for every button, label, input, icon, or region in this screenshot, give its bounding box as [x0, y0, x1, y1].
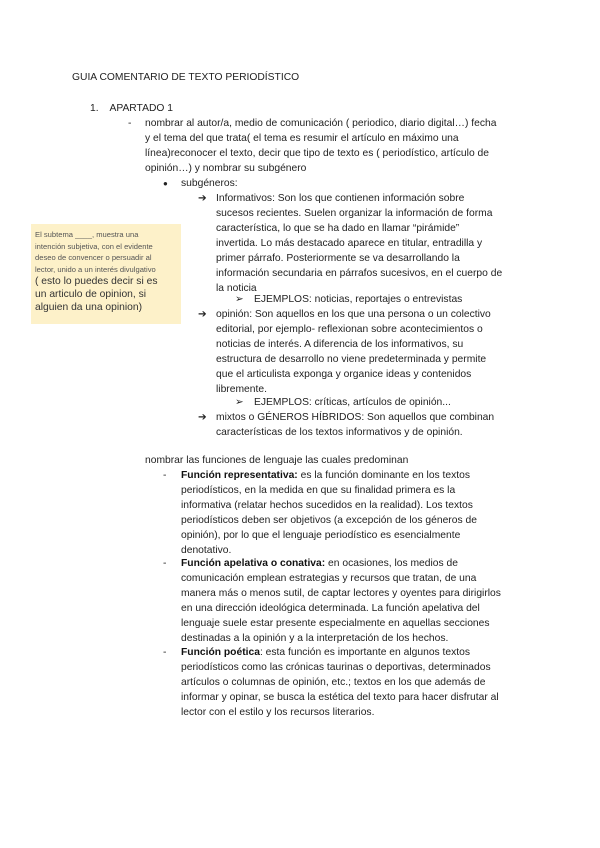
section-label: APARTADO 1 — [109, 103, 173, 114]
bullet-icon: ● — [163, 179, 168, 188]
function-text: : esta función es importante en algunos textos — [259, 647, 471, 658]
section-heading — [90, 101, 173, 116]
subgenres-label: subgéneros: — [181, 178, 238, 189]
function-name: Función apelativa o conativa: — [181, 558, 326, 569]
arrow-icon: ➔ — [198, 412, 207, 423]
function-name: Función poética — [181, 647, 260, 658]
function-representativa — [181, 468, 477, 558]
function-line: denotativo. — [181, 545, 232, 556]
note-line: deseo de convencer o persuadir al — [35, 253, 152, 262]
informativos-paragraph — [216, 191, 502, 296]
function-text: en ocasiones, los medios de — [325, 558, 458, 569]
note-line: El subtema ____, muestra una — [35, 230, 139, 239]
function-line: destinadas a la opinión y a la interpretación de los hechos. — [181, 633, 449, 644]
function-line: periodísticos, en la medida en que su finalidad primera es la — [181, 485, 456, 496]
opinion-line: estructura de desarrollo no viene predeterminada y permite — [216, 354, 487, 365]
functions-intro: nombrar las funciones de lenguaje las cuales predominan — [145, 455, 409, 466]
function-line: opinión), por lo que el lenguaje periodístico es esencialmente — [181, 530, 461, 541]
function-dash-marker: - — [163, 647, 167, 658]
intro-line: opinión…) y nombrar su subgénero — [145, 163, 307, 174]
function-dash-marker: - — [163, 470, 167, 481]
function-line: lenguaje suele estar presente especialmente en aquellas secciones — [181, 618, 490, 629]
function-line: periodísticos como las crónicas taurinas o deportivas, determinados — [181, 662, 491, 673]
informativos-line: característica, lo que se ha dado en llamar “pirámide” — [216, 223, 460, 234]
function-apelativa — [181, 556, 501, 646]
function-text: es la función dominante en los textos — [297, 470, 471, 481]
note-line: ( esto lo puedes decir si es — [35, 276, 158, 287]
mixtos-paragraph — [216, 410, 494, 440]
arrow-icon: ➔ — [198, 193, 207, 204]
arrow-icon: ➔ — [198, 309, 207, 320]
opinion-paragraph — [216, 307, 491, 397]
function-line: periodísticos deben ser objetivos (a excepción de los géneros de — [181, 515, 477, 526]
note-line: intención subjetiva, con el evidente — [35, 241, 153, 251]
side-note — [31, 224, 181, 324]
informativos-line: Informativos: Son los que contienen información sobre — [216, 193, 465, 204]
note-line: lector, unido a un interés divulgativo — [35, 264, 156, 274]
function-poetica — [181, 645, 499, 720]
mixtos-line: características de los textos informativos y de opinión. — [216, 427, 463, 438]
arrowhead-icon: ➢ — [235, 294, 244, 305]
function-dash-marker: - — [163, 558, 167, 569]
opinion-line: opinión: Son aquellos en los que una persona o un colectivo — [216, 309, 491, 320]
opinion-examples: EJEMPLOS: críticas, artículos de opinión... — [254, 397, 451, 408]
informativos-line: primer párrafo. Posteriormente se va desarrollando la — [216, 253, 460, 264]
note-line: alguien da una opinion) — [35, 302, 143, 313]
intro-line: y el tema del que trata( el tema es resumir el artículo en máximo una — [145, 133, 459, 144]
function-line: en una dirección ideológica determinada. La función apelativa del — [181, 603, 480, 614]
intro-dash-marker: - — [128, 118, 132, 129]
opinion-line: libremente. — [216, 384, 267, 395]
intro-paragraph — [145, 116, 496, 176]
arrowhead-icon: ➢ — [235, 397, 244, 408]
function-line: informativa (relatar hechos sucedidos en la realidad). Los textos — [181, 500, 473, 511]
informativos-line: información secundaria en párrafos sucesivos, en el cuerpo de — [216, 268, 503, 279]
opinion-line: noticias de interés. A diferencia de los informativos, su — [216, 339, 464, 350]
section-number: 1. — [90, 103, 99, 114]
function-line: lector con el estilo y los recursos literarios. — [181, 707, 375, 718]
intro-line: línea)reconocer el texto, decir que tipo de texto es ( periodístico, artículo de — [145, 148, 489, 159]
function-name: Función representativa: — [181, 470, 298, 481]
informativos-examples: EJEMPLOS: noticias, reportajes o entrevistas — [254, 294, 463, 305]
intro-line: nombrar al autor/a, medio de comunicación ( periodico, diario digital…) fecha — [145, 118, 497, 129]
informativos-line: la noticia — [216, 283, 257, 294]
function-line: manera más o menos sutil, de captar lectores y oyentes para dirigirlos — [181, 588, 501, 599]
note-line: un articulo de opinion, si — [35, 289, 147, 300]
function-line: informar y opinar, se busca la estética del texto para hacer disfrutar al — [181, 692, 499, 703]
opinion-line: editorial, por ejemplo- reflexionan sobre acontecimientos o — [216, 324, 483, 335]
document-title: GUIA COMENTARIO DE TEXTO PERIODÍSTICO — [72, 72, 300, 83]
mixtos-line: mixtos o GÉNEROS HÍBRIDOS: Son aquellos que combinan — [216, 412, 495, 423]
opinion-line: que el articulista exponga y organice ideas y contenidos — [216, 369, 472, 380]
function-line: artículos o columnas de opinión, etc.; textos en los que además de — [181, 677, 486, 688]
function-line: comunicación emplean estrategias y recursos que tratan, de una — [181, 573, 477, 584]
informativos-line: sucesos recientes. Suelen organizar la información de forma — [216, 208, 493, 219]
informativos-line: invertida. Lo más destacado aparece en titular, entradilla y — [216, 238, 483, 249]
